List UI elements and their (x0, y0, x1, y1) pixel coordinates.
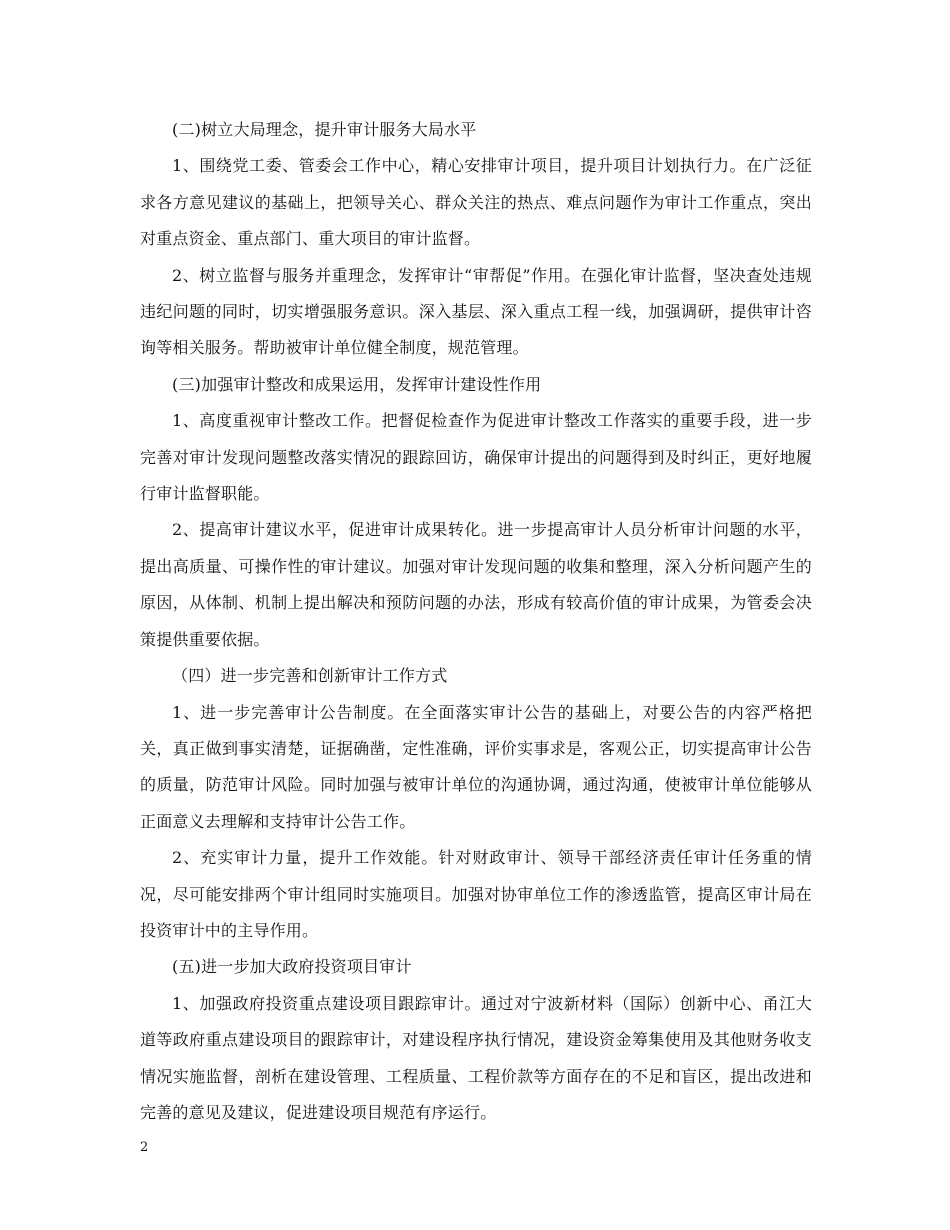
body-paragraph: 2、树立监督与服务并重理念，发挥审计“审帮促”作用。在强化审计监督，坚决查处违规违纪问题的同时，切实增强服务意识。深入基层、深入重点工程一线，加强调研，提供审计咨询等相关服务。帮助被审计单位健全制度，规范管理。 (140, 265, 812, 358)
section-heading-5: (五)进一步加大政府投资项目审计 (172, 957, 412, 977)
body-paragraph: 1、进一步完善审计公告制度。在全面落实审计公告的基础上，对要公告的内容严格把关，真正做到事实清楚，证据确凿，定性准确，评价实事求是，客观公正，切实提高审计公告的质量，防范审计风险。同时加强与被审计单位的沟通协调，通过沟通，使被审计单位能够从正面意义去理解和支持审计公告工作。 (140, 702, 812, 831)
body-paragraph: 2、充实审计力量，提升工作效能。针对财政审计、领导干部经济责任审计任务重的情况，尽可能安排两个审计组同时实施项目。加强对协审单位工作的渗透监管，提高区审计局在投资审计中的主导作用。 (140, 848, 812, 940)
body-paragraph: 1、高度重视审计整改工作。把督促检查作为促进审计整改工作落实的重要手段，进一步完善对审计发现问题整改落实情况的跟踪回访，确保审计提出的问题得到及时纠正，更好地履行审计监督职能。 (140, 411, 812, 504)
section-heading-4: （四）进一步完善和创新审计工作方式 (172, 666, 448, 686)
page-number: 2 (140, 1140, 149, 1155)
section-heading-3: (三)加强审计整改和成果运用，发挥审计建设性作用 (172, 374, 542, 394)
body-paragraph: 1、围绕党工委、管委会工作中心，精心安排审计项目，提升项目计划执行力。在广泛征求各方意见建议的基础上，把领导关心、群众关注的热点、难点问题作为审计工作重点，突出对重点资金、重点部门、重大项目的审计监督。 (140, 156, 812, 249)
section-heading-2: (二)树立大局理念，提升审计服务大局水平 (172, 120, 477, 139)
document-body (140, 112, 812, 1131)
body-paragraph: 1、加强政府投资重点建设项目跟踪审计。通过对宁波新材料（国际）创新中心、甬江大道等政府重点建设项目的跟踪审计，对建设程序执行情况，建设资金筹集使用及其他财务收支情况实施监督，剖析在建设管理、工程质量、工程价款等方面存在的不足和盲区，提出改进和完善的意见及建议，促进建设项目规范有序运行。 (140, 993, 812, 1122)
body-paragraph: 2、提高审计建议水平，促进审计成果转化。进一步提高审计人员分析审计问题的水平，提出高质量、可操作性的审计建议。加强对审计发现问题的收集和整理，深入分析问题产生的原因，从体制、机制上提出解决和预防问题的办法，形成有较高价值的审计成果，为管委会决策提供重要依据。 (140, 520, 812, 649)
